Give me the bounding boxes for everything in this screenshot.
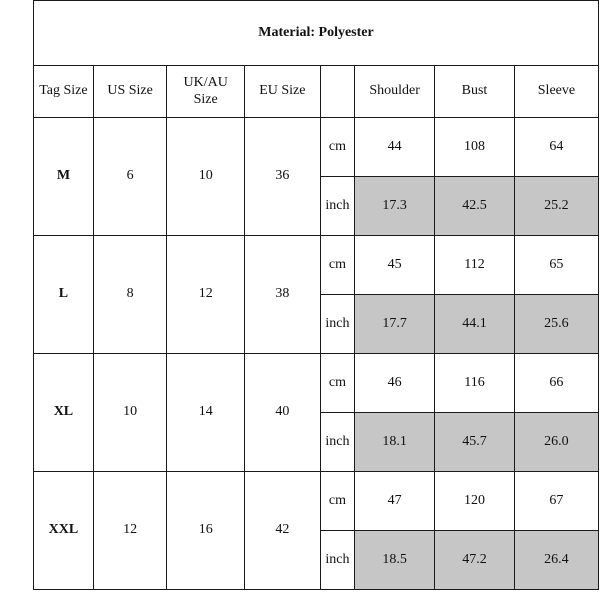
bust-cell: 108	[435, 118, 515, 177]
material-title: Material: Polyester	[34, 1, 599, 66]
eu-size-cell: 36	[245, 118, 321, 236]
header-bust: Bust	[435, 66, 515, 118]
table-row	[34, 118, 599, 177]
table-row	[34, 236, 599, 295]
header-uk-au-line1: UK/AU	[183, 74, 228, 90]
unit-cell: inch	[320, 295, 355, 354]
title-row	[34, 1, 599, 66]
shoulder-cell: 17.7	[355, 295, 435, 354]
header-row	[34, 66, 599, 118]
uk-size-cell: 14	[167, 354, 245, 472]
header-uk-au-size	[167, 66, 245, 118]
uk-size-cell: 12	[167, 236, 245, 354]
shoulder-cell: 45	[355, 236, 435, 295]
unit-cell: cm	[320, 118, 355, 177]
shoulder-cell: 47	[355, 472, 435, 531]
bust-cell: 47.2	[435, 531, 515, 590]
shoulder-cell: 44	[355, 118, 435, 177]
us-size-cell: 10	[93, 354, 167, 472]
header-uk-au-line2: Size	[193, 91, 218, 107]
us-size-cell: 8	[93, 236, 167, 354]
us-size-cell: 6	[93, 118, 167, 236]
header-tag-size: Tag Size	[34, 66, 94, 118]
header-sleeve: Sleeve	[514, 66, 598, 118]
eu-size-cell: 42	[245, 472, 321, 590]
sleeve-cell: 64	[514, 118, 598, 177]
sleeve-cell: 26.0	[514, 413, 598, 472]
bust-cell: 112	[435, 236, 515, 295]
bust-cell: 116	[435, 354, 515, 413]
table-row	[34, 354, 599, 413]
sleeve-cell: 65	[514, 236, 598, 295]
tag-size-cell: XXL	[34, 472, 94, 590]
unit-cell: inch	[320, 413, 355, 472]
unit-cell: inch	[320, 531, 355, 590]
shoulder-cell: 18.1	[355, 413, 435, 472]
unit-cell: inch	[320, 177, 355, 236]
eu-size-cell: 38	[245, 236, 321, 354]
sleeve-cell: 26.4	[514, 531, 598, 590]
shoulder-cell: 46	[355, 354, 435, 413]
sleeve-cell: 25.6	[514, 295, 598, 354]
header-shoulder: Shoulder	[355, 66, 435, 118]
tag-size-cell: XL	[34, 354, 94, 472]
shoulder-cell: 18.5	[355, 531, 435, 590]
header-us-size: US Size	[93, 66, 167, 118]
uk-size-cell: 16	[167, 472, 245, 590]
size-chart-table	[33, 0, 599, 590]
us-size-cell: 12	[93, 472, 167, 590]
bust-cell: 44.1	[435, 295, 515, 354]
sleeve-cell: 67	[514, 472, 598, 531]
unit-cell: cm	[320, 354, 355, 413]
header-eu-size: EU Size	[245, 66, 321, 118]
bust-cell: 42.5	[435, 177, 515, 236]
tag-size-cell: L	[34, 236, 94, 354]
shoulder-cell: 17.3	[355, 177, 435, 236]
bust-cell: 120	[435, 472, 515, 531]
header-unit	[320, 66, 355, 118]
sleeve-cell: 25.2	[514, 177, 598, 236]
bust-cell: 45.7	[435, 413, 515, 472]
uk-size-cell: 10	[167, 118, 245, 236]
table-row	[34, 472, 599, 531]
unit-cell: cm	[320, 236, 355, 295]
eu-size-cell: 40	[245, 354, 321, 472]
tag-size-cell: M	[34, 118, 94, 236]
unit-cell: cm	[320, 472, 355, 531]
sleeve-cell: 66	[514, 354, 598, 413]
